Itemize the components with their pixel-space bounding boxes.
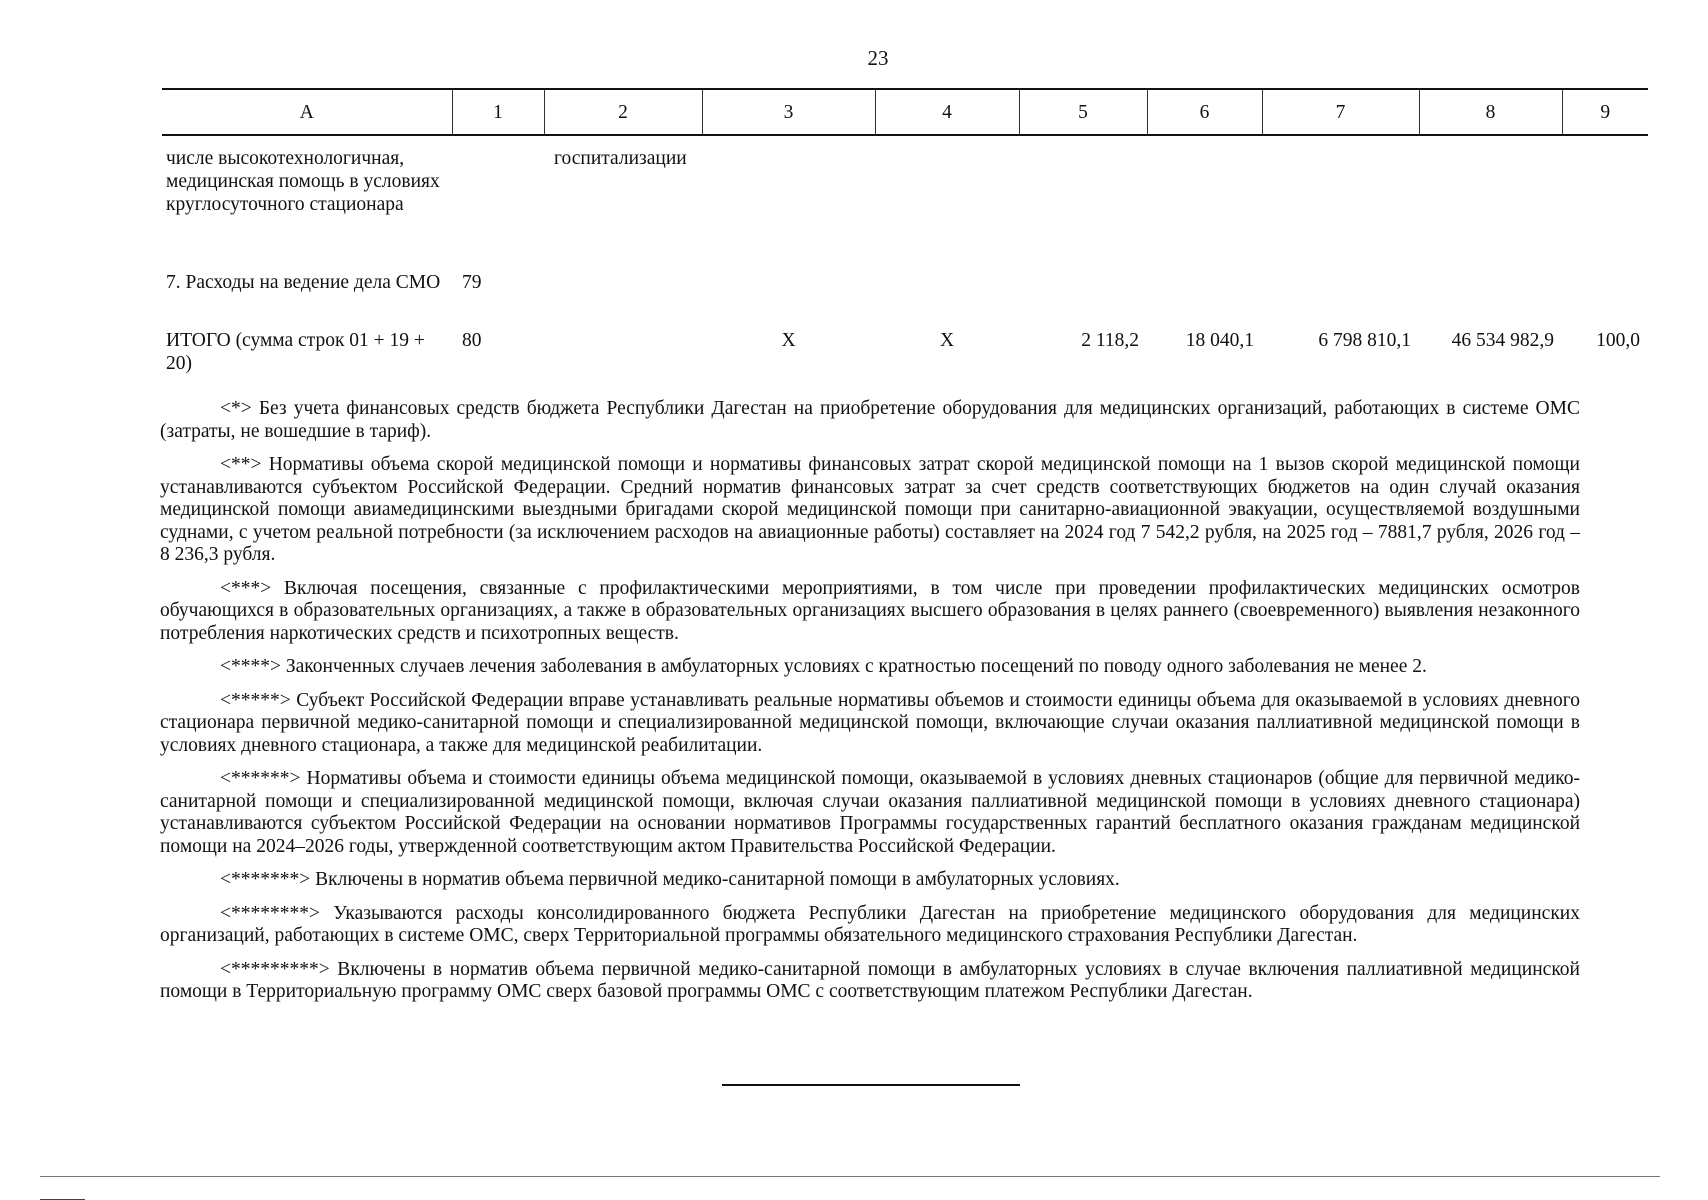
table-row [162,135,1648,271]
footnote: <*******> Включены в норматив объема первичной медико-санитарной помощи в амбулаторных условиях. [220,869,1120,890]
end-divider [722,1084,1020,1086]
cell-col-9 [1562,271,1648,329]
header-col-6: 6 [1147,89,1262,135]
cell-col-9: 100,0 [1596,330,1640,351]
footnotes [160,398,1580,1015]
cell-col-6 [1147,271,1262,329]
table-row-total [162,329,1648,387]
header-col-5: 5 [1019,89,1147,135]
header-col-8: 8 [1419,89,1562,135]
scan-edge-line [40,1176,1660,1177]
row-name: числе высокотехнологичная, медицинская помощь в условиях круглосуточного стационара [166,148,440,215]
header-col-1: 1 [452,89,544,135]
cell-col-1 [452,135,544,271]
cell-col-4: Х [939,330,955,351]
cell-col-7 [1262,135,1419,271]
data-table [162,88,1648,387]
table-row [162,271,1648,329]
cell-col-2 [544,271,702,329]
header-col-7: 7 [1262,89,1419,135]
footnote: <**> Нормативы объема скорой медицинской помощи и нормативы финансовых затрат скорой медицинской помощи на 1 вызов скорой медицинской помощи устанавливаются субъектом Российской Федерации. Средний норматив финансовых затрат за счет средств соответствующих бюджетов на один случай оказания медицинской помощи авиамедицинскими выездными бригадами скорой медицинской помощи при санитарно-авиационной эвакуации, осуществляемой воздушными суднами, с учетом реальной потребности (за исключением расходов на авиационные работы) составляет на 2024 год 7 542,2 рубля, на 2025 год – 7881,7 рубля, 2026 год – 8 236,3 рубля. [160,454,1580,565]
cell-col-4 [875,271,1019,329]
header-col-9: 9 [1562,89,1648,135]
cell-col-9 [1562,135,1648,271]
footnote: <********> Указываются расходы консолидированного бюджета Республики Дагестан на приобретение медицинского оборудования для медицинских организаций, работающих в системе ОМС, сверх Территориальной программы обязательного медицинского страхования Республики Дагестан. [160,902,1580,946]
footnote: <*********> Включены в норматив объема первичной медико-санитарной помощи в амбулаторных условиях в случае включения паллиативной медицинской помощи в Территориальную программу ОМС сверх базовой программы ОМС с соответствующим платежом Республики Дагестан. [160,958,1580,1002]
cell-col-6 [1147,135,1262,271]
header-col-a: А [162,89,452,135]
header-col-4: 4 [875,89,1019,135]
cell-col-7 [1262,271,1419,329]
header-col-2: 2 [544,89,702,135]
cell-col-3: Х [781,330,796,351]
cell-col-1: 80 [462,330,482,351]
footnote: <***> Включая посещения, связанные с профилактическими мероприятиями, в том числе при проведении профилактических медицинских осмотров обучающихся в образовательных организациях, а также в образовательных организациях высшего образования в целях раннего (своевременного) выявления незаконного потребления наркотических средств и психотропных веществ. [160,577,1580,644]
row-name: 7. Расходы на ведение дела СМО [166,272,441,293]
cell-col-5 [1019,135,1147,271]
cell-col-8: 46 534 982,9 [1451,330,1554,351]
header-col-3: 3 [702,89,875,135]
footnote: <*****> Субъект Российской Федерации вправе устанавливать реальные нормативы объемов и стоимости единицы объема для оказываемой в условиях дневного стационара первичной медико-санитарной помощи и специализированной медицинской помощи, включающие случаи оказания паллиативной медицинской помощи в условиях дневного стационара, а также для медицинской реабилитации. [160,689,1580,756]
cell-col-3 [702,271,875,329]
cell-col-4 [875,135,1019,271]
cell-col-2 [544,329,702,387]
cell-col-6: 18 040,1 [1185,330,1254,351]
cell-col-3 [702,135,875,271]
footnote: <****> Законченных случаев лечения заболевания в амбулаторных условиях с кратностью посещений по поводу одного заболевания не менее 2. [220,656,1427,677]
cell-col-7: 6 798 810,1 [1318,330,1411,351]
cell-col-8 [1419,271,1562,329]
footnote: <******> Нормативы объема и стоимости единицы объема медицинской помощи, оказываемой в условиях дневных стационаров (общие для первичной медико-санитарной помощи и специализированной медицинской помощи, включая случаи оказания паллиативной медицинской помощи в условиях дневного стационара) устанавливаются субъектом Российской Федерации на основании нормативов Программы государственных гарантий бесплатного оказания гражданам медицинской помощи на 2024–2026 годы, утвержденной соответствующим актом Правительства Российской Федерации. [160,768,1580,857]
cell-col-5: 2 118,2 [1081,330,1139,351]
row-name: ИТОГО (сумма строк 01 + 19 + 20) [166,330,425,374]
page-number: 23 [867,46,889,70]
footnote: <*> Без учета финансовых средств бюджета Республики Дагестан на приобретение оборудования для медицинских организаций, работающих в системе ОМС (затраты, не вошедшие в тариф). [160,398,1580,442]
table-header-row [162,89,1648,135]
cell-col-8 [1419,135,1562,271]
cell-col-1: 79 [462,272,482,293]
cell-col-5 [1019,271,1147,329]
cell-col-2: госпитализации [554,148,687,169]
